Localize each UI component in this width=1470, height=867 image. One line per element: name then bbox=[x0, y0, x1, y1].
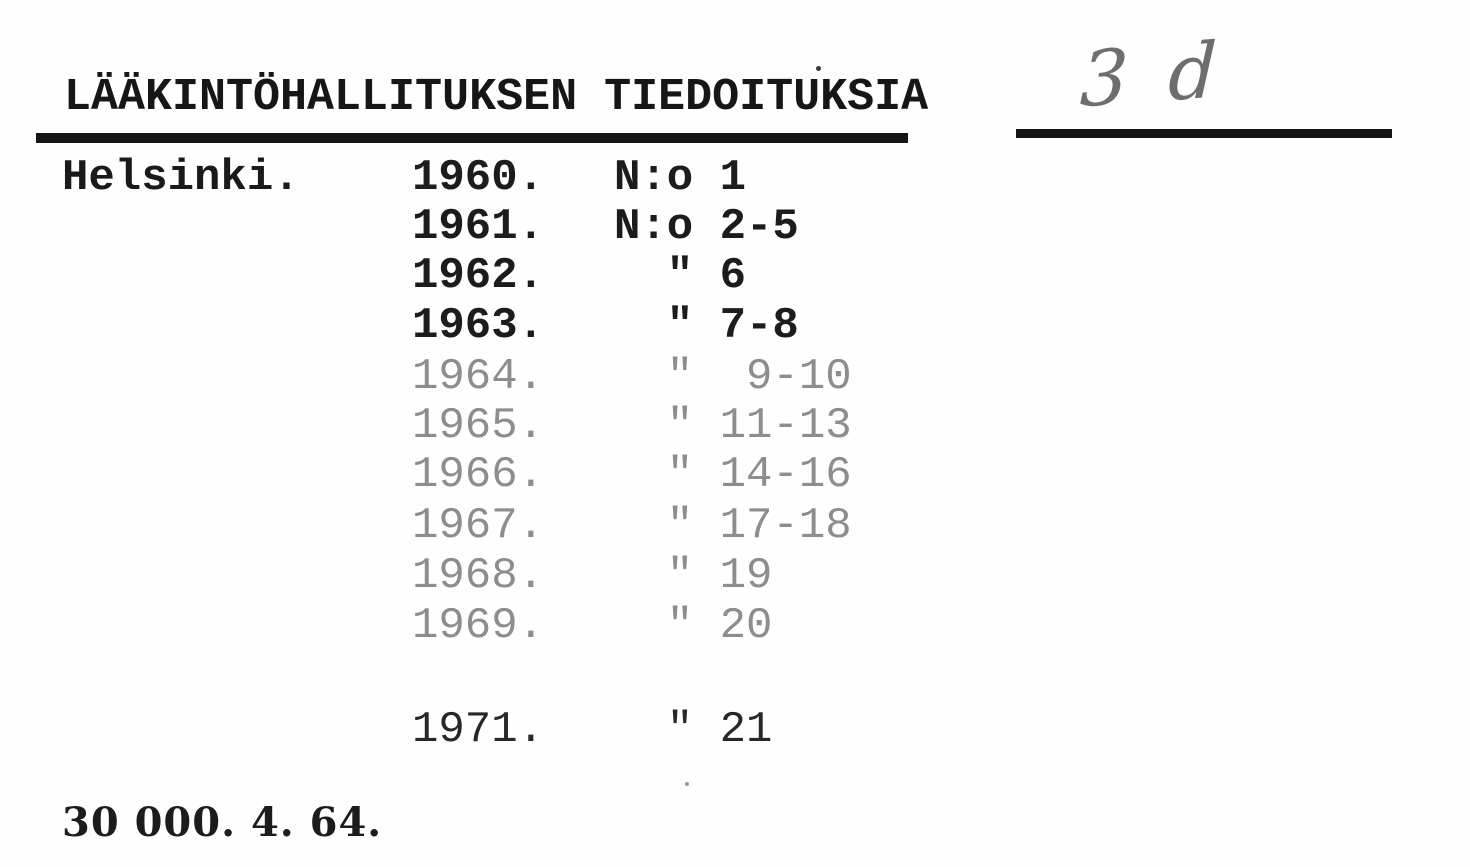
title-rule bbox=[36, 133, 908, 143]
entry-year: 1964. bbox=[412, 352, 545, 402]
entry-year: 1968. bbox=[412, 551, 545, 601]
entry-row bbox=[0, 301, 1470, 351]
entry-issue: " 11-13 bbox=[614, 401, 852, 451]
imprint: 30 000. 4. 64. bbox=[62, 799, 383, 846]
entry-issue: " 9-10 bbox=[614, 352, 852, 402]
entry-row bbox=[0, 153, 1470, 203]
entry-issue: N:o 1 bbox=[614, 153, 747, 203]
entry-row bbox=[0, 705, 1470, 755]
entry-row bbox=[0, 202, 1470, 252]
ink-speck bbox=[816, 66, 821, 71]
entry-issue: " 6 bbox=[614, 251, 747, 301]
entry-issue: " 21 bbox=[614, 705, 773, 755]
place-label: Helsinki. bbox=[62, 153, 300, 203]
entry-row bbox=[0, 450, 1470, 500]
entry-row bbox=[0, 501, 1470, 551]
entry-year: 1965. bbox=[412, 401, 545, 451]
handwritten-note: 3 d bbox=[1078, 24, 1227, 125]
entry-year: 1963. bbox=[412, 301, 545, 351]
entry-year: 1971. bbox=[412, 705, 545, 755]
entry-issue: " 14-16 bbox=[614, 450, 852, 500]
page-title: LÄÄKINTÖHALLITUKSEN TIEDOITUKSIA bbox=[64, 72, 929, 123]
entry-year: 1961. bbox=[412, 202, 545, 252]
entry-row bbox=[0, 251, 1470, 301]
entry-issue: " 19 bbox=[614, 551, 773, 601]
entry-issue: " 7-8 bbox=[614, 301, 799, 351]
entry-year: 1966. bbox=[412, 450, 545, 500]
entry-row bbox=[0, 401, 1470, 451]
entry-issue: " 17-18 bbox=[614, 501, 852, 551]
entry-issue: N:o 2-5 bbox=[614, 202, 799, 252]
note-rule bbox=[1016, 129, 1392, 138]
entry-year: 1962. bbox=[412, 251, 545, 301]
entry-row bbox=[0, 551, 1470, 601]
entry-year: 1969. bbox=[412, 601, 545, 651]
entry-row bbox=[0, 601, 1470, 651]
entry-issue: " 20 bbox=[614, 601, 773, 651]
entry-row bbox=[0, 352, 1470, 402]
entry-year: 1960. bbox=[412, 153, 545, 203]
entry-year: 1967. bbox=[412, 501, 545, 551]
ink-speck bbox=[685, 782, 689, 786]
